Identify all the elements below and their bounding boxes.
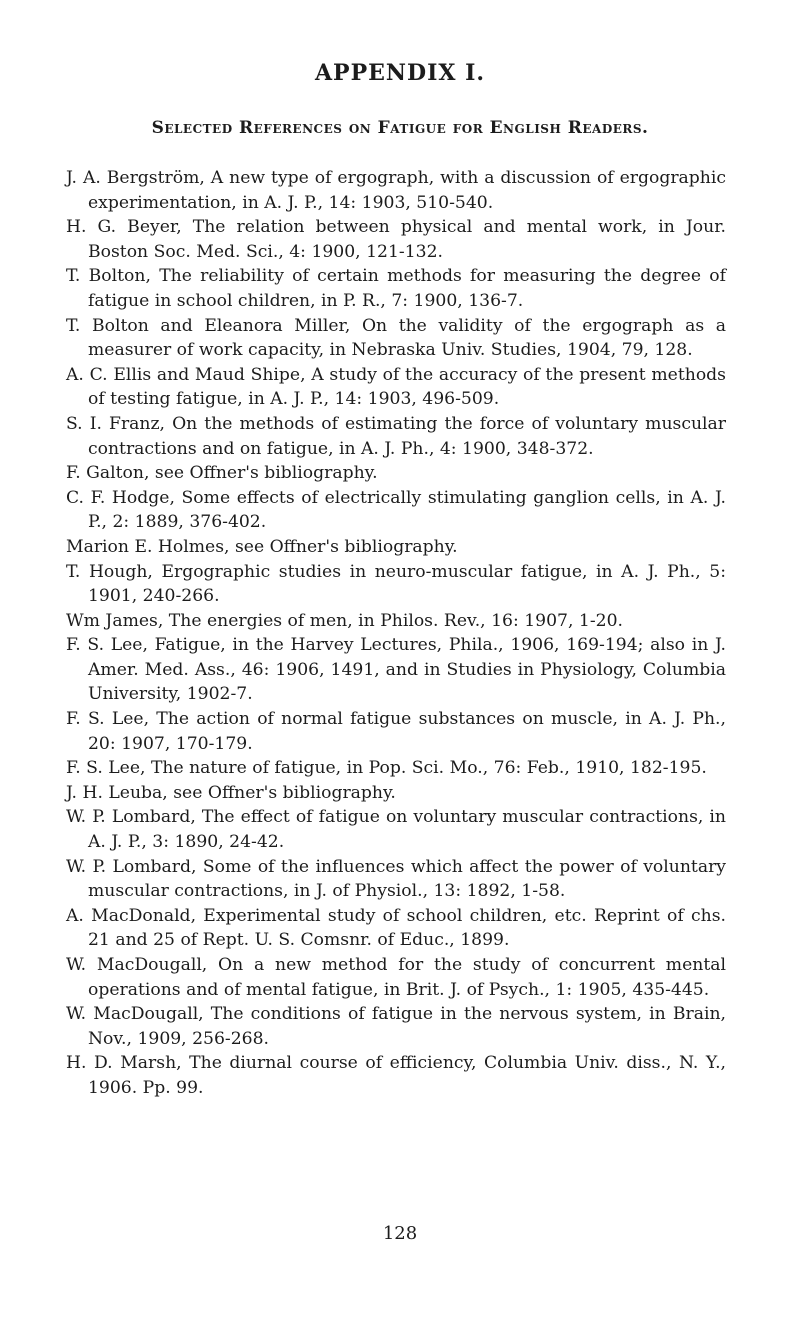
reference-entry: W. P. Lombard, Some of the influences which affect the power of voluntary muscular contractions, in J. of Physiol., 13: 1892, 1-58. (66, 856, 726, 902)
reference-entry: F. Galton, see Offner's bibliography. (66, 463, 378, 484)
reference-entry: F. S. Lee, Fatigue, in the Harvey Lectures, Phila., 1906, 169-194; also in J. Amer. Med. Ass., 46: 1906, 1491, and in Studies in Physiology, Columbia University, 1902-7. (66, 635, 726, 705)
reference-entry: S. I. Franz, On the methods of estimating the force of voluntary muscular contractions and on fatigue, in A. J. Ph., 4: 1900, 348-372. (66, 413, 726, 459)
reference-entry: T. Bolton and Eleanora Miller, On the validity of the ergograph as a measurer of work capacity, in Nebraska Univ. Studies, 1904, 79, 128. (66, 315, 726, 361)
reference-entry: W. MacDougall, On a new method for the study of concurrent mental operations and of mental fatigue, in Brit. J. of Psych., 1: 1905, 435-445. (66, 955, 726, 1000)
reference-entry: T. Bolton, The reliability of certain methods for measuring the degree of fatigue in school children, in P. R., 7: 1900, 136-7. (66, 266, 726, 311)
reference-entry: C. F. Hodge, Some effects of electrically stimulating ganglion cells, in A. J. P., 2: 1889, 376-402. (66, 487, 726, 533)
reference-entry: F. S. Lee, The action of normal fatigue substances on muscle, in A. J. Ph., 20: 1907, 170-179. (66, 709, 726, 754)
reference-entry: W. P. Lombard, The effect of fatigue on voluntary muscular contractions, in A. J. P., 3: 1890, 24-42. (66, 807, 726, 853)
reference-list (66, 166, 726, 1101)
reference-entry: F. S. Lee, The nature of fatigue, in Pop. Sci. Mo., 76: Feb., 1910, 182-195. (66, 758, 707, 779)
page-number: 128 (382, 1223, 418, 1244)
section-title: Selected References on Fatigue for English Readers. (151, 118, 649, 138)
reference-entry: J. H. Leuba, see Offner's bibliography. (66, 782, 396, 803)
reference-entry: W. MacDougall, The conditions of fatigue in the nervous system, in Brain, Nov., 1909, 256-268. (66, 1004, 726, 1049)
reference-entry: T. Hough, Ergographic studies in neuro-muscular fatigue, in A. J. Ph., 5: 1901, 240-266. (66, 561, 726, 607)
reference-entry: H. D. Marsh, The diurnal course of efficiency, Columbia Univ. diss., N. Y., 1906. Pp. 99. (66, 1053, 726, 1098)
reference-entry: Wm James, The energies of men, in Philos. Rev., 16: 1907, 1-20. (66, 610, 623, 631)
reference-entry: Marion E. Holmes, see Offner's bibliography. (66, 536, 458, 557)
appendix-title: APPENDIX I. (314, 60, 486, 86)
reference-entry: A. C. Ellis and Maud Shipe, A study of the accuracy of the present methods of testing fatigue, in A. J. P., 14: 1903, 496-509. (66, 364, 726, 410)
reference-entry: H. G. Beyer, The relation between physical and mental work, in Jour. Boston Soc. Med. Sci., 4: 1900, 121-132. (66, 217, 726, 262)
reference-entry: A. MacDonald, Experimental study of school children, etc. Reprint of chs. 21 and 25 of Rept. U. S. Comsnr. of Educ., 1899. (66, 905, 726, 951)
reference-entry: J. A. Bergström, A new type of ergograph, with a discussion of ergographic experimentation, in A. J. P., 14: 1903, 510-540. (66, 168, 726, 213)
